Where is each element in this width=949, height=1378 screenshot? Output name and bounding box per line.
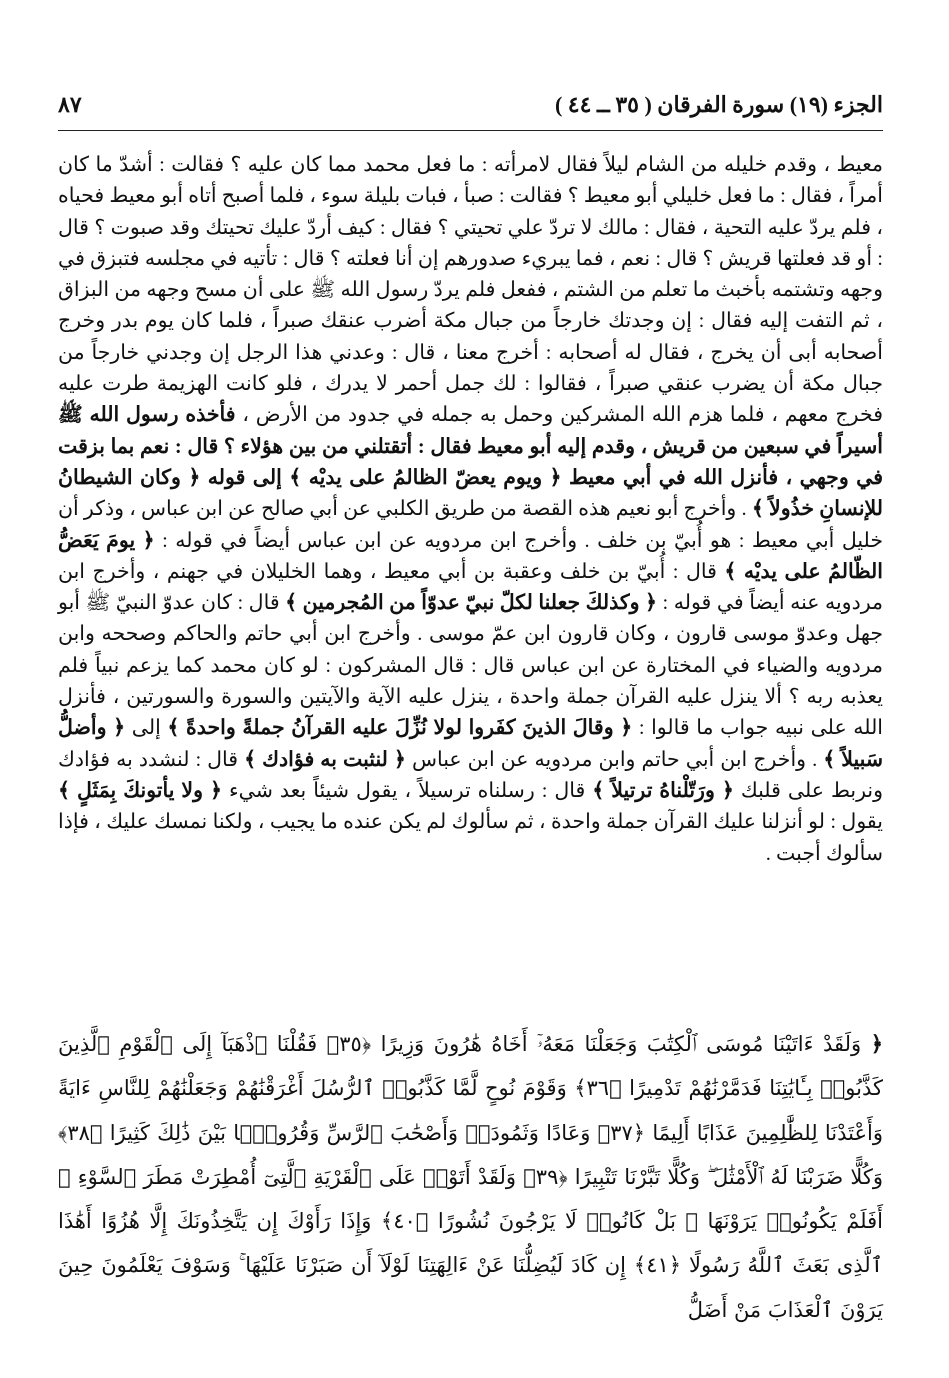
quran-quote: ﴿ لنثبت به فؤادك ﴾ <box>244 748 406 771</box>
commentary-segment: إلى <box>131 717 161 740</box>
quran-quote: ﴿ وكذلكَ جعلنا لكلّ نبيّ عدوّاً من المُجرمين ﴾ <box>285 592 658 615</box>
quran-quote: ﴿ ورَتّلْناهُ ترتيلاً ﴾ <box>592 779 734 802</box>
verses-text: وَلَقَدْ ءَاتَيْنَا مُوسَى ٱلْكِتَٰبَ وَجَعَلْنَا مَعَهُۥٓ أَخَاهُ هَٰرُونَ وَزِيرًا ﴿٣٥﴾ فَقُلْنَا ٱذْهَبَآ إِلَى ٱلْقَوْمِ ٱلَّذِينَ كَذَّبُوا۟ بِـَٔايَٰتِنَا فَدَمَّرْنَٰهُمْ تَدْمِيرًا ﴿٣٦﴾ وَقَوْمَ نُوحٍ لَّمَّا كَذَّبُوا۟ ٱلرُّسُلَ أَغْرَقْنَٰهُمْ وَجَعَلْنَٰهُمْ لِلنَّاسِ ءَايَةً وَأَعْتَدْنَا لِلظَّٰلِمِينَ عَذَابًا أَلِيمًا ﴿٣٧﴾ وَعَادًا وَثَمُودَا۟ وَأَصْحَٰبَ ٱلرَّسِّ وَقُرُونًۢا بَيْنَ ذَٰلِكَ كَثِيرًا ﴿٣٨﴾ وَكُلًّا ضَرَبْنَا لَهُ ٱلْأَمْثَٰلَ ۖ وَكُلًّا تَبَّرْنَا تَتْبِيرًا ﴿٣٩﴾ وَلَقَدْ أَتَوْا۟ عَلَى ٱلْقَرْيَةِ ٱلَّتِىٓ أُمْطِرَتْ مَطَرَ ٱلسَّوْءِ ۚ أَفَلَمْ يَكُونُوا۟ يَرَوْنَهَا ۚ بَلْ كَانُوا۟ لَا يَرْجُونَ نُشُورًا ﴿٤٠﴾ وَإِذَا رَأَوْكَ إِن يَتَّخِذُونَكَ إِلَّا هُزُوًا أَهَٰذَا ٱلَّذِى بَعَثَ ٱللَّهُ رَسُولًا ﴿٤١﴾ إِن كَادَ لَيُضِلُّنَا عَنْ ءَالِهَتِنَا لَوْلَآ أَن صَبَرْنَا عَلَيْهَا ۚ وَسَوْفَ يَعْلَمُونَ حِينَ يَرَوْنَ ٱلْعَذَابَ مَنْ أَضَلُّ <box>58 1032 883 1322</box>
commentary-segment: معيط ، وقدم خليله من الشام ليلاً فقال لامرأته : ما فعل محمد مما كان عليه ؟ فقالت : أشدّ ما كان أمراً ، فقال : ما فعل خليلي أبو معيط ؟ فقالت : صبأ ، فبات بليلة سوء ، فلما أصبح أتاه أبو معيط فحياه ، فلم يردّ عليه التحية ، فقال : مالك لا تردّ علي تحيتي ؟ فقال : كيف أردّ عليك تحيتك وقد صبوت ؟ قال : أو قد فعلتها قريش ؟ قال : نعم ، فما يبريء صدورهم إن أنا فعلته ؟ قال : تأتيه في مجلسه فتبزق في وجهه وتشتمه بأخبث ما تعلم من الشتم ، ففعل فلم يردّ رسول الله ﷺ على أن مسح وجهه من البزاق ، ثم التفت إليه فقال : إن وجدتك خارجاً من جبال مكة أضرب عنقك صبراً ، فلما كان يوم بدر وخرج أصحابه أبى أن يخرج ، فقال له أصحابه : أخرج معنا ، قال : وعدني هذا الرجل إن وجدني خارجاً من جبال مكة أن يضرب عنقي صبراً ، فقالوا : لك جمل أحمر لا يدرك ، فلو كانت الهزيمة طرت عليه فخرج معهم ، فلما هزم الله المشركين وحمل به جمله في جدود من الأرض ، <box>58 154 884 427</box>
commentary-segment: . وأخرج ابن أبي حاتم وابن مردويه عن ابن عباس <box>411 748 818 771</box>
quran-quote: ﴿ وقالَ الذينَ كفَروا لولا نُزِّلَ عليه القرآنُ جملةً واحدةً ﴾ <box>167 717 633 740</box>
commentary-segment: قال : أُبيّ بن خلف وعقبة بن أبي معيط ، وهما الخليلان في جهنم ، وأخرج ابن مردويه عنه أيضاً في قوله : <box>58 560 884 615</box>
commentary-segment: قال : لنشدد به فؤادك ونربط على قلبك <box>58 748 884 802</box>
quran-verses <box>58 1022 883 1332</box>
quran-quote: ﴿ ولا يأتونكَ بِمَثَلٍ ﴾ <box>58 779 223 802</box>
commentary-segment: . وأخرج أبو نعيم هذه القصة من طريق الكلبي عن أبي صالح عن ابن عباس ، وذكر أن خليل أبي معيط : هو أُبيّ بن خلف . وأخرج ابن مردويه عن ابن عباس أيضاً في قوله : <box>58 498 883 552</box>
quran-quote: ﴿ يومَ يَعَضُّ الظّالمُ على يديْه ﴾ <box>58 529 883 583</box>
commentary-bold-segment: فأخذه رسول الله ﷺ أسيراً في سبعين من قريش ، وقدم إليه أبو معيط فقال : أتقتلني من بين هؤلاء ؟ قال : نعم بما بزقت في وجهي ، فأنزل الله في أبي معيط <box>58 404 884 489</box>
commentary-segment: قال : كان عدوّ النبيّ ﷺ أبو جهل وعدوّ موسى قارون ، وكان قارون ابن عمّ موسى . وأخرج ابن أبي حاتم والحاكم وصححه وابن مردويه والضياء في المختارة عن ابن عباس قال : قال المشركون : لو كان محمد كما يزعم نبياً فلم يعذبه ربه ؟ ألا ينزل عليه القرآن جملة واحدة ، ينزل عليه الآية والآيتين والسورة والسورتين ، فأنزل الله على نبيه جواب ما قالوا : <box>58 592 884 740</box>
quran-quote: ﴿ وكان الشيطانُ للإنسانِ خذُولاً ﴾ <box>58 466 884 521</box>
page-number: ٨٧ <box>58 92 82 117</box>
commentary-segment: إلى قوله <box>207 466 282 489</box>
running-title: الجزء (١٩) سورة الفرقان ( ٣٥ ــ ٤٤ ) <box>554 92 883 117</box>
verse-open-bracket: ﴿ <box>870 1031 883 1056</box>
commentary-segment: يقول : لو أنزلنا عليك القرآن جملة واحدة ، ثم سألوك لم يكن عنده ما يجيب ، ولكنا نمسك عليك ، فإذا سألوك أجبت . <box>58 811 883 865</box>
commentary-segment: قال : رسلناه ترسيلاً ، يقول شيئاً بعد شيء <box>229 779 586 802</box>
page-header <box>58 92 883 131</box>
quran-quote: ﴿ ويوم يعضّ الظالمُ على يديْه ﴾ <box>289 466 562 489</box>
commentary-text <box>58 150 883 870</box>
quran-quote: ﴿ وأضلُّ سَبيلاً ﴾ <box>58 717 884 771</box>
